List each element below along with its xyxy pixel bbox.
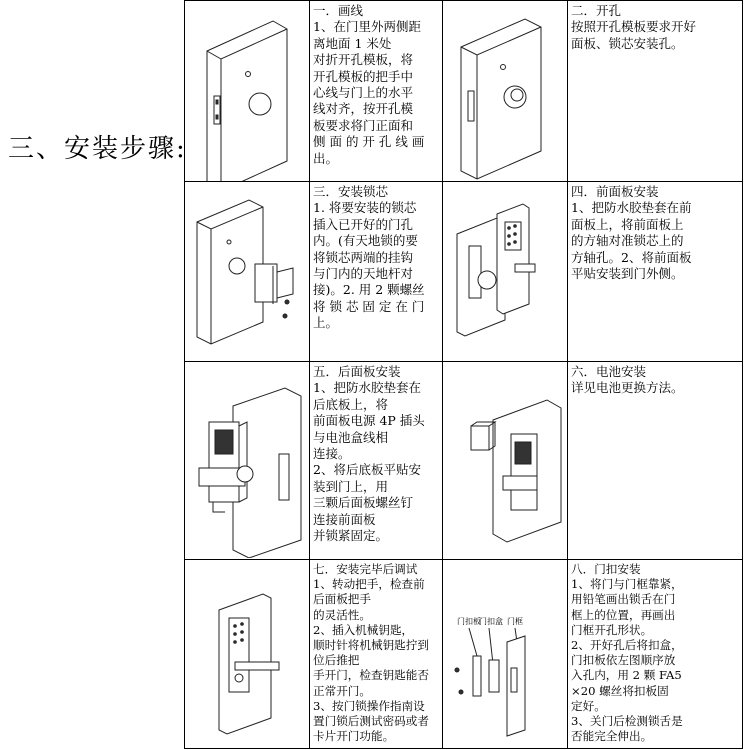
back-panel-sketch-icon bbox=[185, 362, 309, 558]
step-3-figure bbox=[185, 182, 310, 362]
front-panel-sketch-icon bbox=[443, 182, 567, 360]
step-8-text: 八．门扣安装 1、将门与门框靠紧， 用铅笔画出锁舌在门 框上的位置，再画出 门框开孔形状。 2、开好孔后将扣盒， 门扣板依左图顺序放 入孔内，用 2 颗 FA5 ×20 螺丝将扣板固 定好。 3、关门后检测锁舌是 否能完全伸出。 bbox=[568, 560, 743, 749]
step-4-text: 四．前面板安装 1、把防水胶垫套在前 面板上，将前面板上 的方轴对准锁芯上的 方轴孔。2、将前面板 平贴安装到门外侧。 bbox=[568, 182, 743, 362]
battery-install-sketch-icon bbox=[443, 362, 567, 558]
step-7-figure bbox=[185, 560, 310, 749]
step-8-figure bbox=[443, 560, 568, 749]
label-strike-box: 门扣盒 bbox=[479, 617, 503, 626]
step-5-figure bbox=[185, 362, 310, 560]
step-1-text: 一．画线 1、在门里外两侧距 离地面 1 米处 对折开孔模板，将 开孔模板的把手中 心线与门上的水平 线对齐，按开孔模 板要求将门正面和 侧 面 的 开 孔 线 画 出。 bbox=[310, 1, 443, 182]
finished-lock-sketch-icon bbox=[185, 560, 309, 748]
door-template-sketch-icon bbox=[185, 1, 309, 181]
door-hole-sketch-icon bbox=[443, 1, 567, 181]
label-strike-plate: 门扣板 bbox=[457, 617, 481, 626]
step-5-text: 五．后面板安装 1、把防水胶垫套在 后底板上，将 前面板电源 4P 插头 与电池盒线相 连接。 2、将后底板平贴安 装到门上，用 三颗后面板螺丝钉 连接前面板 并锁紧固定。 bbox=[310, 362, 443, 560]
step-2-figure bbox=[443, 1, 568, 182]
step-6-text: 六．电池安装 详见电池更换方法。 bbox=[568, 362, 743, 560]
step-1-figure bbox=[185, 1, 310, 182]
label-door-frame: 门框 bbox=[507, 617, 523, 626]
step-4-figure bbox=[443, 182, 568, 362]
lock-body-install-sketch-icon bbox=[185, 182, 309, 360]
step-6-figure bbox=[443, 362, 568, 560]
step-3-text: 三．安装锁芯 1. 将要安装的锁芯 插入已开好的门孔 内。(有天地锁的要 将锁芯两端的挂钩 与门内的天地杆对 接)。2. 用 2 颗螺丝 将 锁 芯 固 定 在 门 上。 bbox=[310, 182, 443, 362]
installation-steps-table bbox=[184, 0, 743, 749]
section-heading: 三、安装步骤: bbox=[8, 134, 187, 164]
strike-plate-sketch-icon bbox=[443, 560, 567, 748]
step-2-text: 二．开孔 按照开孔模板要求开好 面板、锁芯安装孔。 bbox=[568, 1, 743, 182]
step-7-text: 七．安装完毕后调试 1、转动把手，检查前 后面板把手 的灵活性。 2、插入机械钥匙， 顺时针将机械钥匙拧到 位后推把 手开门，检查钥匙能否 正常开门。 3、按门锁操作指南设 置门锁后测试密码或者 卡片开门功能。 bbox=[310, 560, 443, 749]
